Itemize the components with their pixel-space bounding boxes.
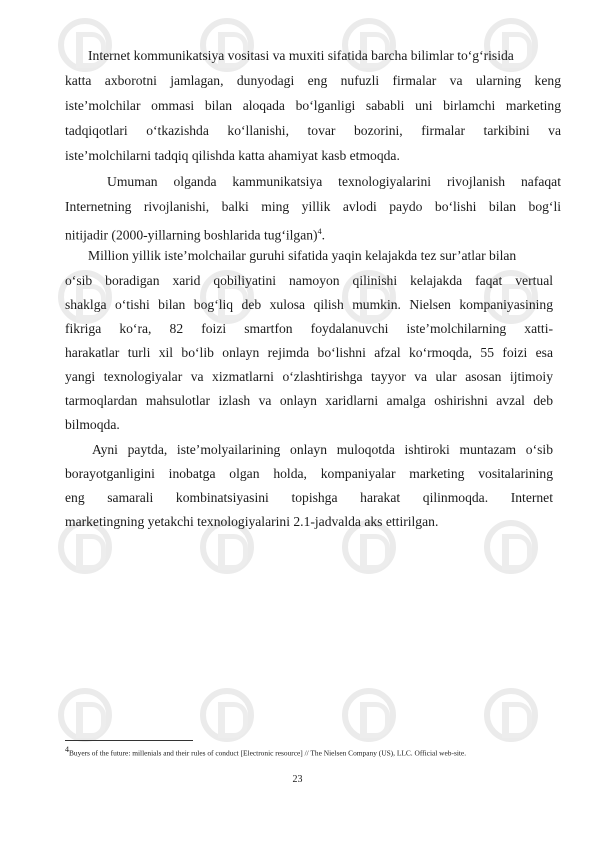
paragraph-line: eng samarali kombinatsiyasini topishga harakat qilinmoqda. Internet [65, 490, 553, 505]
paragraph-line: iste’molchilarni tadqiq qilishda katta ahamiyat kasb etmoqda. [65, 148, 400, 163]
footnote [65, 745, 560, 757]
paragraph-line: Internet kommunikatsiya vositasi va muxiti sifatida barcha bilimlar to‘g‘risida [88, 48, 514, 63]
paragraph-line: yangi texnologiyalar va xizmatlarni o‘zlashtirishga tayyor va ular asosan ijtimoiy [65, 369, 553, 384]
paragraph-line: Internetning rivojlanishi, balki ming yillik avlodi paydo bo‘lishi bilan bog‘li [65, 199, 561, 214]
footnote-text: Buyers of the future: millenials and their rules of conduct [Electronic resource] // The Nielsen Company (US), LLC. Official web-site. [69, 748, 467, 758]
page-number: 23 [292, 774, 303, 785]
paragraph-line: iste’molchilar ommasi bilan aloqada bo‘lganligi sababli uni birlamchi marketing [65, 98, 561, 113]
paragraph-line [65, 224, 325, 244]
paragraph-line: Million yillik iste’molchailar guruhi sifatida yaqin kelajakda tez sur’atlar bilan [88, 248, 517, 263]
watermark-logo [484, 520, 538, 574]
paragraph-line: shaklga o‘tishi bilan bog‘liq deb xulosa qilish mumkin. Nielsen kompaniyasining [65, 297, 553, 312]
paragraph-line: bilmoqda. [65, 417, 120, 432]
footnote-separator [65, 740, 193, 741]
paragraph-line: Umuman olganda kammunikatsiya texnologiyalarini rivojlanish nafaqat [107, 174, 561, 189]
paragraph-line: marketingning yetakchi texnologiyalarini 2.1-jadvalda aks ettirilgan. [65, 514, 439, 529]
footnote-reference: 4 [317, 227, 322, 236]
watermark-logo [342, 688, 396, 742]
paragraph-line: fikriga ko‘ra, 82 foizi smartfon foydalanuvchi iste’molchilarning xatti- [65, 321, 553, 336]
watermark-logo [58, 688, 112, 742]
footnote-mark: 4 [65, 745, 69, 754]
paragraph-text: nitijadir (2000-yillarning boshlarida tug‘ilgan) [65, 227, 318, 243]
paragraph-line: Ayni paytda, iste’molyailarining onlayn muloqotda ishtiroki muntazam o‘sib [92, 442, 553, 457]
paragraph-line: tarmoqlardan mahsulotlar izlash va onlayn xaridlarni amalga oshirishni avzal deb [65, 393, 553, 408]
watermark-logo [200, 688, 254, 742]
paragraph-line: katta axborotni jamlagan, dunyodagi eng nufuzli firmalar va ularning keng [65, 73, 561, 88]
paragraph-line: o‘sib boradigan xarid qobiliyatini namoyon qilinishi kelajakda faqat vertual [65, 273, 553, 288]
paragraph-line: tadqiqotlari o‘tkazishda ko‘llanishi, tovar bozorini, firmalar tarkibini va [65, 123, 561, 138]
paragraph-line: borayotganligini inobatga olgan holda, kompaniyalar marketing vositalarining [65, 466, 553, 481]
watermark-logo [484, 688, 538, 742]
paragraph-line: harakatlar turli xil bo‘lib onlayn rejimda bo‘lishni afzal ko‘rmoqda, 55 foizi esa [65, 345, 553, 360]
sentence-end: . [321, 227, 325, 243]
